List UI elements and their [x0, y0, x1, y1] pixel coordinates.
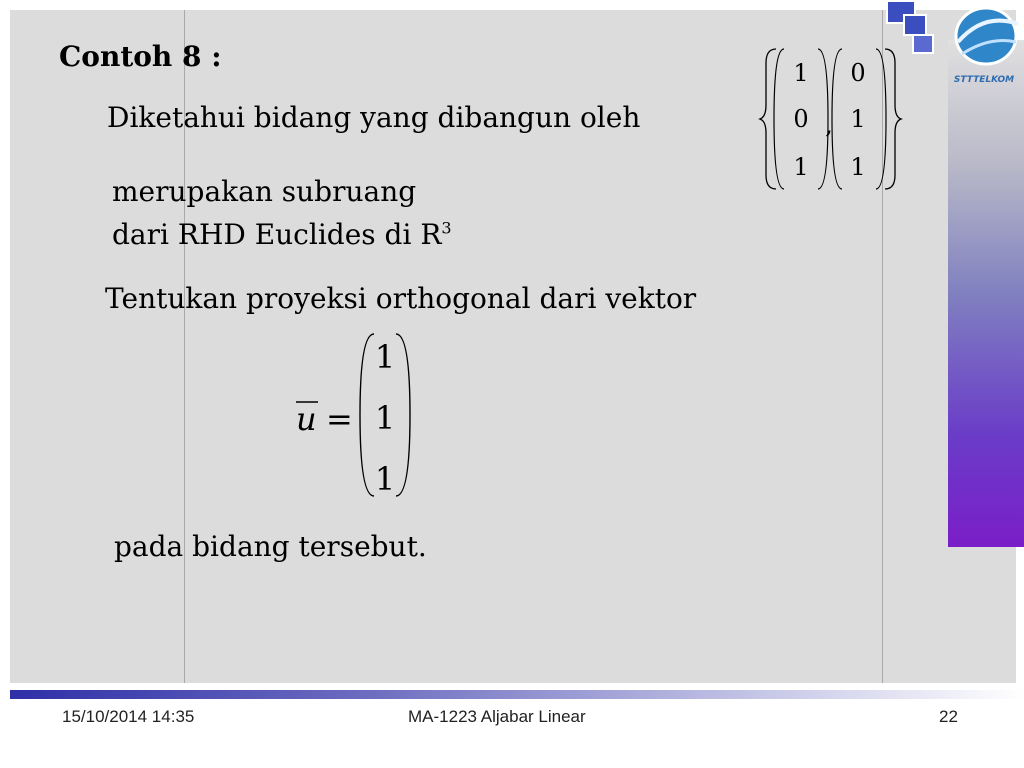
u-entry: 1	[374, 460, 396, 498]
statement-line-3-text: dari RHD Euclides di R	[112, 218, 442, 251]
footer-course: MA-1223 Aljabar Linear	[408, 707, 586, 726]
statement-line-3	[112, 218, 452, 251]
statement-line-4: Tentukan proyeksi orthogonal dari vektor	[105, 282, 697, 315]
u-symbol: u	[296, 400, 317, 438]
u-entry: 1	[374, 399, 396, 437]
statement-line-2: merupakan subruang	[112, 175, 417, 208]
decorative-square	[903, 14, 927, 36]
u-vector-formula	[292, 330, 422, 500]
u-entry: 1	[374, 338, 396, 376]
slide-heading: Contoh 8 :	[59, 40, 222, 73]
right-paren	[396, 334, 410, 496]
logo-text: STTTELKOM	[953, 75, 1015, 85]
statement-line-1: Diketahui bidang yang dibangun oleh	[107, 101, 641, 134]
left-paren	[360, 334, 374, 496]
vector2-entry: 0	[850, 59, 866, 87]
superscript-exponent: 3	[441, 218, 452, 238]
footer-date: 15/10/2014 14:35	[62, 707, 195, 726]
vector-separator: ,	[825, 111, 833, 139]
sttelkom-logo-icon	[944, 2, 1024, 88]
statement-line-5: pada bidang tersebut.	[114, 530, 427, 563]
vector1-entry: 1	[793, 59, 809, 87]
vector1-entry: 0	[793, 105, 809, 133]
vector2-entry: 1	[850, 105, 866, 133]
footer-band	[10, 690, 1024, 699]
decorative-side-bar	[948, 40, 1024, 547]
equals-sign: =	[326, 400, 353, 438]
span-set-formula	[758, 45, 903, 193]
vector2-entry: 1	[850, 153, 866, 181]
decorative-square	[912, 34, 934, 54]
vector1-entry: 1	[793, 153, 809, 181]
footer-page-number: 22	[939, 707, 958, 726]
